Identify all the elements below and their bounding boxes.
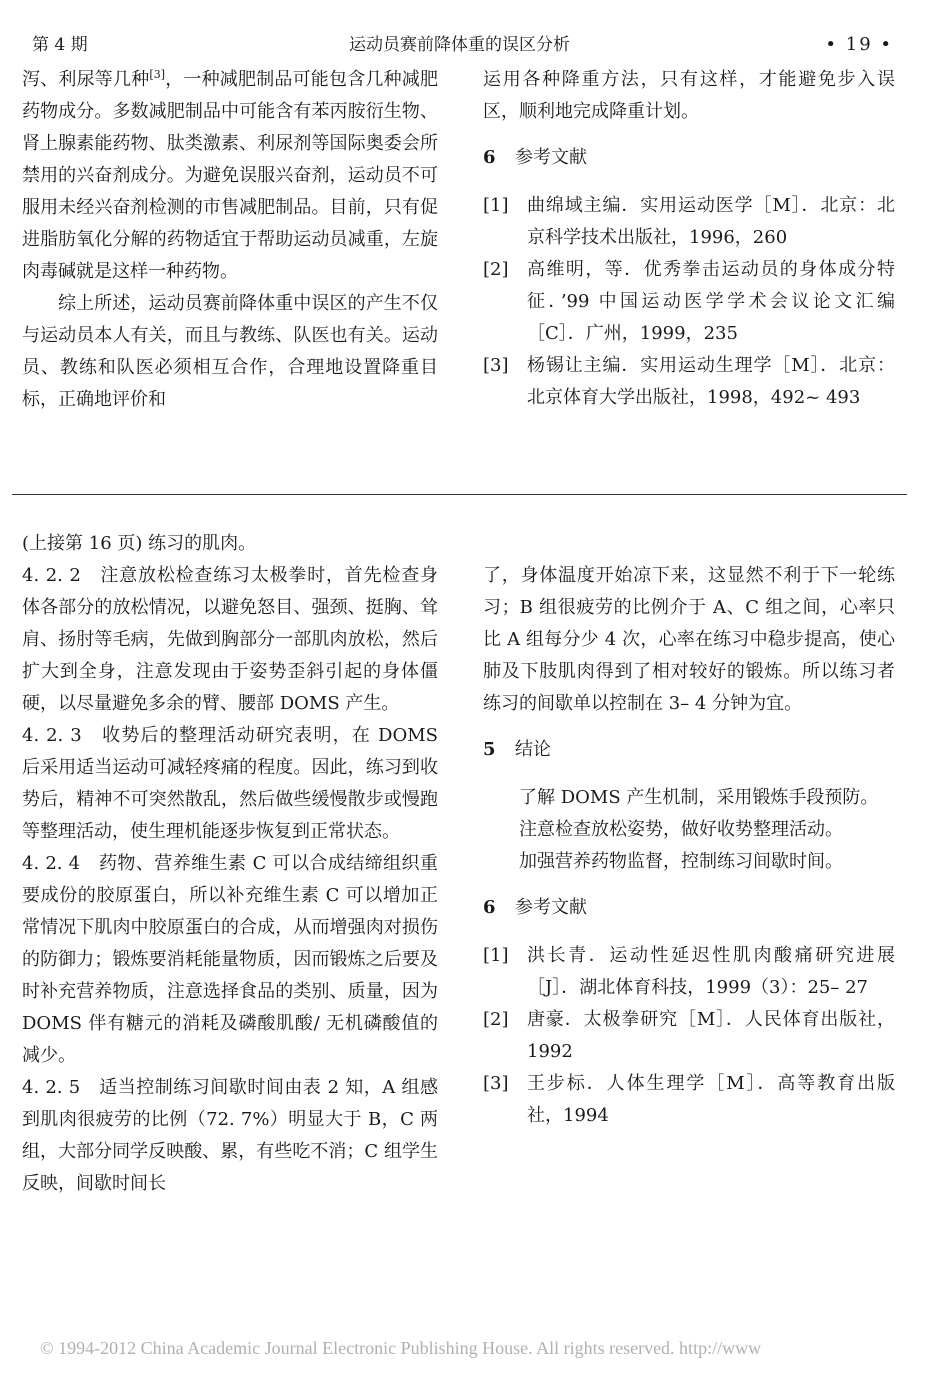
subsection-4-2-5: 4. 2. 5 适当控制练习间歇时间由表 2 知，A 组感到肌肉很疲劳的比例（72. 7%）明显大于 B，C 两组，大部分同学反映酸、累，有些吃不消；C 组学生反映，间歇时间长	[22, 1077, 438, 1194]
section-number: 6	[483, 147, 496, 168]
text-run: 泻、利尿等几种	[22, 69, 150, 90]
reference-number: [3]	[483, 1073, 509, 1094]
bottom-right-column	[483, 560, 895, 1132]
conclusion-point: 加强营养药物监督，控制练习间歇时间。	[519, 851, 843, 872]
issue-number: 第 4 期	[32, 35, 88, 55]
reference-number: [1]	[483, 945, 509, 966]
subsection-4-2-3: 4. 2. 3 收势后的整理活动研究表明，在 DOMS 后采用适当运动可减轻疼痛的程度。因此，练习到收势后，精神不可突然散乱，然后做些缓慢散步或慢跑等整理活动，使生理机能逐步恢复到正常状态。	[22, 725, 438, 842]
continued-from-note: (上接第 16 页) 练习的肌肉。	[22, 533, 257, 554]
section-number: 5	[483, 739, 496, 760]
subsection-4-2-2: 4. 2. 2 注意放松检查练习太极拳时，首先检查身体各部分的放松情况，以避免怒目、强颈、挺胸、耸肩、扬肘等毛病，先做到胸部分一部肌肉放松，然后扩大到全身，注意发现由于姿势歪斜引起的身体僵硬，以尽量避免多余的臂、腰部 DOMS 产生。	[22, 565, 438, 714]
article-divider	[12, 494, 907, 495]
subsection-4-2-4: 4. 2. 4 药物、营养维生素 C 可以合成结缔组织重要成份的胶原蛋白，所以补充维生素 C 可以增加正常情况下肌肉中胶原蛋白的合成，从而增强肉对损伤的防御力；锻炼要消耗能量物质，因而锻炼之后要及时补充营养物质，注意选择食品的类别、质量，因为 DOMS 伴有糖元的消耗及磷酸肌酸/ 无机磷酸值的减少。	[22, 853, 438, 1066]
reference-text: 曲绵域主编．实用运动医学［M］．北京：北京科学技术出版社，1996，260	[527, 195, 895, 248]
conclusion-heading	[483, 734, 895, 766]
body-paragraph: 了，身体温度开始凉下来，这显然不利于下一轮练习；B 组很疲劳的比例介于 A、C 组之间，心率只比 A 组每分少 4 次，心率在练习中稳步提高，使心肺及下肢肌肉得到了相对较好的锻炼。所以练习者练习的间歇单以控制在 3– 4 分钟为宜。	[483, 565, 895, 714]
text-run: ，一种减肥制品可能包含几种减肥药物成分。多数减肥制品中可能含有苯丙胺衍生物、肾上腺素能药物、肽类激素、利尿剂等国际奥委会所禁用的兴奋剂成分。为避免误服兴奋剂，运动员不可服用未经兴奋剂检测的市售减肥制品。目前，只有促进脂肪氧化分解的药物适宜于帮助运动员减重，左旋肉毒碱就是这样一种药物。	[22, 69, 439, 282]
section-title: 参考文献	[515, 147, 587, 168]
top-right-column	[483, 64, 895, 414]
section-number: 6	[483, 897, 496, 918]
running-header	[22, 30, 897, 60]
reference-text: 杨锡让主编．实用运动生理学［M］．北京：北京体育大学出版社，1998，492~ 493	[527, 355, 895, 408]
references-heading	[483, 142, 895, 174]
section-title: 结论	[515, 739, 551, 760]
reference-text: 唐豪．太极拳研究［M］．人民体育出版社，1992	[527, 1009, 895, 1062]
reference-item	[483, 254, 895, 350]
reference-item	[483, 1068, 895, 1132]
body-paragraph: 综上所述，运动员赛前降体重中误区的产生不仅与运动员本人有关，而且与教练、队医也有关。运动员、教练和队医必须相互合作，合理地设置降重目标，正确地评价和	[22, 293, 438, 410]
section-title: 参考文献	[515, 897, 587, 918]
top-left-column	[22, 64, 438, 416]
conclusion-point: 了解 DOMS 产生机制，采用锻炼手段预防。	[519, 787, 879, 808]
running-title: 运动员赛前降体重的误区分析	[349, 35, 570, 55]
reference-number: [1]	[483, 195, 509, 216]
reference-number: [2]	[483, 259, 509, 280]
reference-number: [2]	[483, 1009, 509, 1030]
reference-text: 高维明，等．优秀拳击运动员的身体成分特征．’99 中国运动医学学术会议论文汇编［C］．广州，1999，235	[527, 259, 895, 344]
reference-item	[483, 350, 895, 414]
conclusion-point: 注意检查放松姿势，做好收势整理活动。	[519, 819, 843, 840]
reference-text: 王步标．人体生理学［M］．高等教育出版社，1994	[527, 1073, 895, 1126]
citation-marker: [3]	[149, 68, 165, 81]
references-heading	[483, 892, 895, 924]
reference-item	[483, 190, 895, 254]
reference-item	[483, 1004, 895, 1068]
copyright-footer: © 1994-2012 China Academic Journal Electronic Publishing House. All rights reserved. http://www	[40, 1338, 762, 1358]
bottom-left-column	[22, 528, 438, 1200]
reference-number: [3]	[483, 355, 509, 376]
body-paragraph: 运用各种降重方法，只有这样，才能避免步入误区，顺利地完成降重计划。	[483, 69, 895, 122]
page-number: • 19 •	[825, 34, 893, 55]
reference-item	[483, 940, 895, 1004]
reference-text: 洪长青．运动性延迟性肌肉酸痛研究进展［J］．湖北体育科技，1999（3）：25– 27	[527, 945, 895, 998]
body-paragraph	[22, 64, 438, 288]
